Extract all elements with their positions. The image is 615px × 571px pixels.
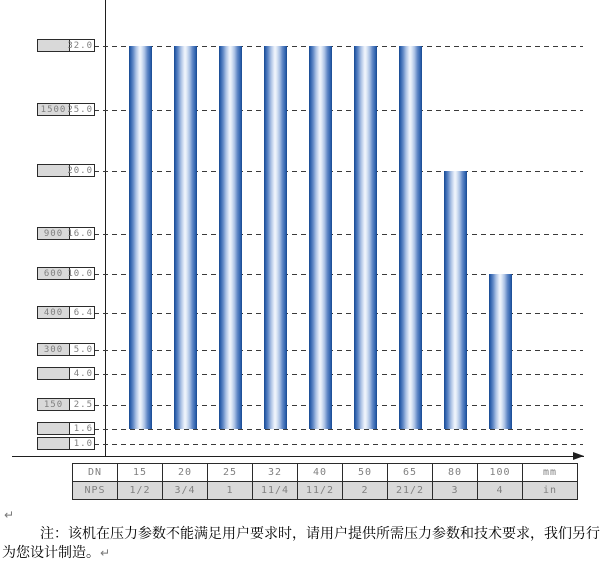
pressure-tick-6.4 [37, 306, 95, 319]
pressure-tick-32.0 [37, 39, 95, 52]
size-cell-dn-1: 20 [163, 464, 208, 481]
size-cell-nps-7: 3 [433, 482, 478, 499]
size-cell-nps-0: 1/2 [118, 482, 163, 499]
class-label-cell [37, 422, 69, 435]
bar-dn-65 [399, 46, 422, 429]
class-label-cell: 300 [37, 343, 69, 356]
pn-label-cell: 4.0 [69, 367, 95, 380]
bar-dn-25 [219, 46, 242, 429]
class-label-cell: 150 [37, 398, 69, 411]
pn-label-cell: 25.0 [67, 104, 93, 115]
pn-label-cell: 16.0 [67, 228, 93, 239]
paragraph-mark-icon: ↵ [4, 508, 15, 522]
class-label-cell: 1500 [37, 103, 69, 116]
bar-dn-50 [354, 46, 377, 429]
x-axis-line [12, 456, 584, 457]
class-label-cell [37, 437, 69, 450]
unit-cell-mm: mm [542, 467, 558, 478]
pn-label-cell: 20.0 [67, 165, 93, 176]
pn-label-cell: 10.0 [67, 268, 93, 279]
size-cell-nps-4: 11/2 [298, 482, 343, 499]
x-axis-arrow-icon [573, 452, 584, 460]
size-cell-dn-4: 40 [298, 464, 343, 481]
gridline-pn-16.0 [94, 234, 583, 235]
pressure-tick-25.0 [37, 103, 95, 116]
bar-dn-15 [129, 46, 152, 429]
size-cell-nps-3: 11/4 [253, 482, 298, 499]
dn-nps-size-table [72, 463, 578, 500]
bar-dn-40 [309, 46, 332, 429]
size-cell-nps-1: 3/4 [163, 482, 208, 499]
pn-label-cell: 2.5 [69, 398, 95, 411]
y-axis-line [105, 0, 106, 456]
bar-dn-32 [264, 46, 287, 429]
bar-dn-80 [444, 171, 467, 429]
pressure-tick-1.6 [37, 422, 95, 435]
class-label-cell [37, 164, 69, 177]
row-label-nps: NPS [73, 482, 118, 499]
size-table-row-dn [73, 464, 577, 481]
gridline-pn-1.6 [94, 429, 583, 430]
gridline-pn-20.0 [94, 171, 583, 172]
size-cell-dn-0: 15 [118, 464, 163, 481]
gridline-pn-32.0 [94, 46, 583, 47]
size-cell-dn-5: 50 [343, 464, 388, 481]
class-label-cell: 600 [37, 267, 69, 280]
pressure-tick-2.5 [37, 398, 95, 411]
size-cell-dn-3: 32 [253, 464, 298, 481]
size-cell-dn-7: 80 [433, 464, 478, 481]
size-cell-nps-2: 1 [208, 482, 253, 499]
size-cell-nps-8: 4 [478, 482, 523, 499]
pressure-tick-16.0 [37, 227, 95, 240]
pn-label-cell: 6.4 [69, 306, 95, 319]
size-cell-dn-6: 65 [388, 464, 433, 481]
pressure-tick-20.0 [37, 164, 95, 177]
bar-dn-20 [174, 46, 197, 429]
size-cell-dn-2: 25 [208, 464, 253, 481]
bar-dn-100 [489, 274, 512, 429]
note-paragraph [2, 524, 612, 563]
pressure-tick-4.0 [37, 367, 95, 380]
class-label-cell [37, 39, 69, 52]
row-label-dn: DN [73, 464, 118, 481]
pn-label-cell: 32.0 [67, 40, 93, 51]
note-text: 注：该机在压力参数不能满足用户要求时，请用户提供所需压力参数和技术要求，我们另行为您设计制造。 [2, 525, 600, 560]
class-label-cell: 900 [37, 227, 69, 240]
pressure-tick-1.0 [37, 437, 95, 450]
unit-cell-in: in [523, 482, 577, 499]
class-label-cell [37, 367, 69, 380]
size-cell-nps-5: 2 [343, 482, 388, 499]
pn-label-cell: 1.6 [69, 422, 95, 435]
pressure-tick-10.0 [37, 267, 95, 280]
size-cell-dn-8: 100 [478, 464, 523, 481]
size-table-row-nps [73, 481, 577, 499]
class-label-cell: 400 [37, 306, 69, 319]
size-cell-nps-6: 21/2 [388, 482, 433, 499]
gridline-pn-25.0 [94, 110, 583, 111]
pn-label-cell: 1.0 [69, 437, 95, 450]
gridline-pn-1.0 [94, 444, 583, 445]
paragraph-mark-icon: ↵ [100, 546, 111, 560]
pressure-tick-5.0 [37, 343, 95, 356]
pn-label-cell: 5.0 [69, 343, 95, 356]
